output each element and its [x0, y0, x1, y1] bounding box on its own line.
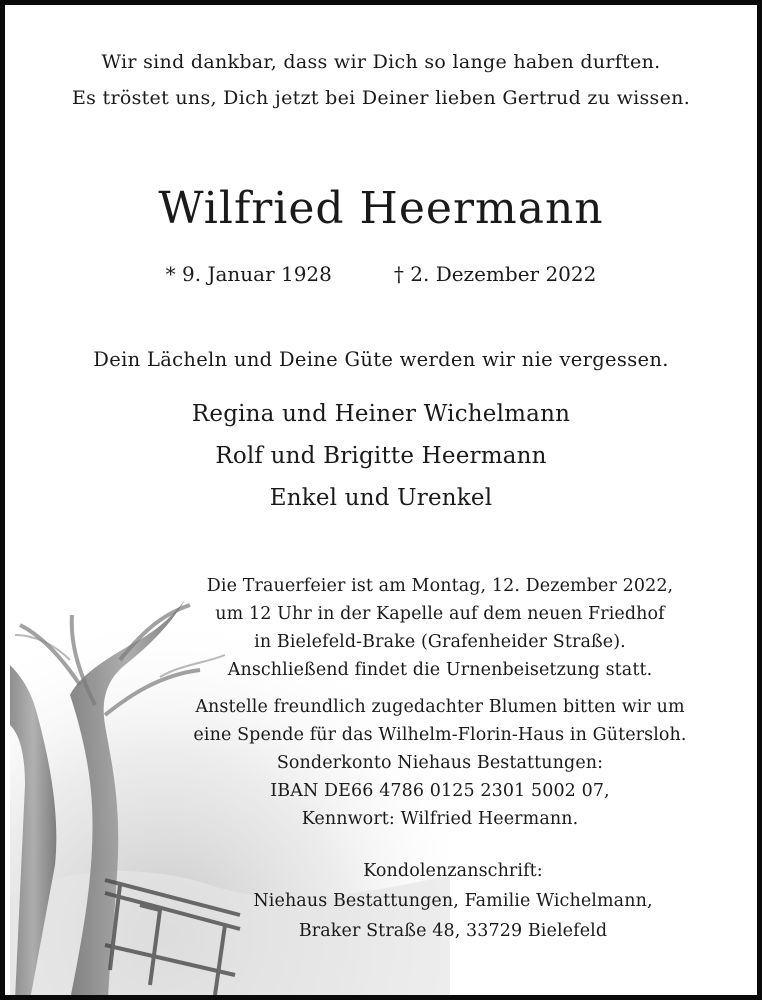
life-dates	[5, 262, 757, 286]
family-member-3: Enkel und Urenkel	[269, 485, 493, 511]
deceased-name: Wilfried Heermann	[158, 183, 604, 234]
family-member-2: Rolf und Brigitte Heermann	[215, 443, 547, 469]
condolence-line-1: Niehaus Bestattungen, Familie Wichelmann,	[253, 891, 653, 911]
death-date: † 2. Dezember 2022	[393, 262, 597, 286]
family-member-1: Regina und Heiner Wichelmann	[191, 401, 571, 427]
birth-date: * 9. Januar 1928	[165, 262, 332, 286]
ceremony-line-4: Anschließend findet die Urnenbeisetzung statt.	[227, 660, 653, 680]
ceremony-line-1: Die Trauerfeier ist am Montag, 12. Dezember 2022,	[206, 576, 674, 596]
intro-line-1: Wir sind dankbar, dass wir Dich so lange haben durften.	[101, 51, 661, 73]
condolence-line-2: Braker Straße 48, 33729 Bielefeld	[298, 921, 608, 941]
ceremony-line-3: in Bielefeld-Brake (Grafenheider Straße).	[254, 632, 626, 652]
donation-line-3: Sonderkonto Niehaus Bestattungen:	[276, 753, 604, 773]
iban-line: IBAN DE66 4786 0125 2301 5002 07,	[270, 781, 610, 801]
ceremony-line-2: um 12 Uhr in der Kapelle auf dem neuen Friedhof	[215, 604, 665, 624]
donation-line-2: eine Spende für das Wilhelm-Florin-Haus in Gütersloh.	[193, 725, 687, 745]
donation-line-1: Anstelle freundlich zugedachter Blumen bitten wir um	[195, 697, 685, 717]
condolence-heading: Kondolenzanschrift:	[363, 861, 543, 881]
memorial-tagline: Dein Lächeln und Deine Güte werden wir nie vergessen.	[93, 348, 669, 371]
donation-line-5: Kennwort: Wilfried Heermann.	[301, 809, 579, 829]
intro-line-2: Es tröstet uns, Dich jetzt bei Deiner lieben Gertrud zu wissen.	[71, 87, 691, 109]
